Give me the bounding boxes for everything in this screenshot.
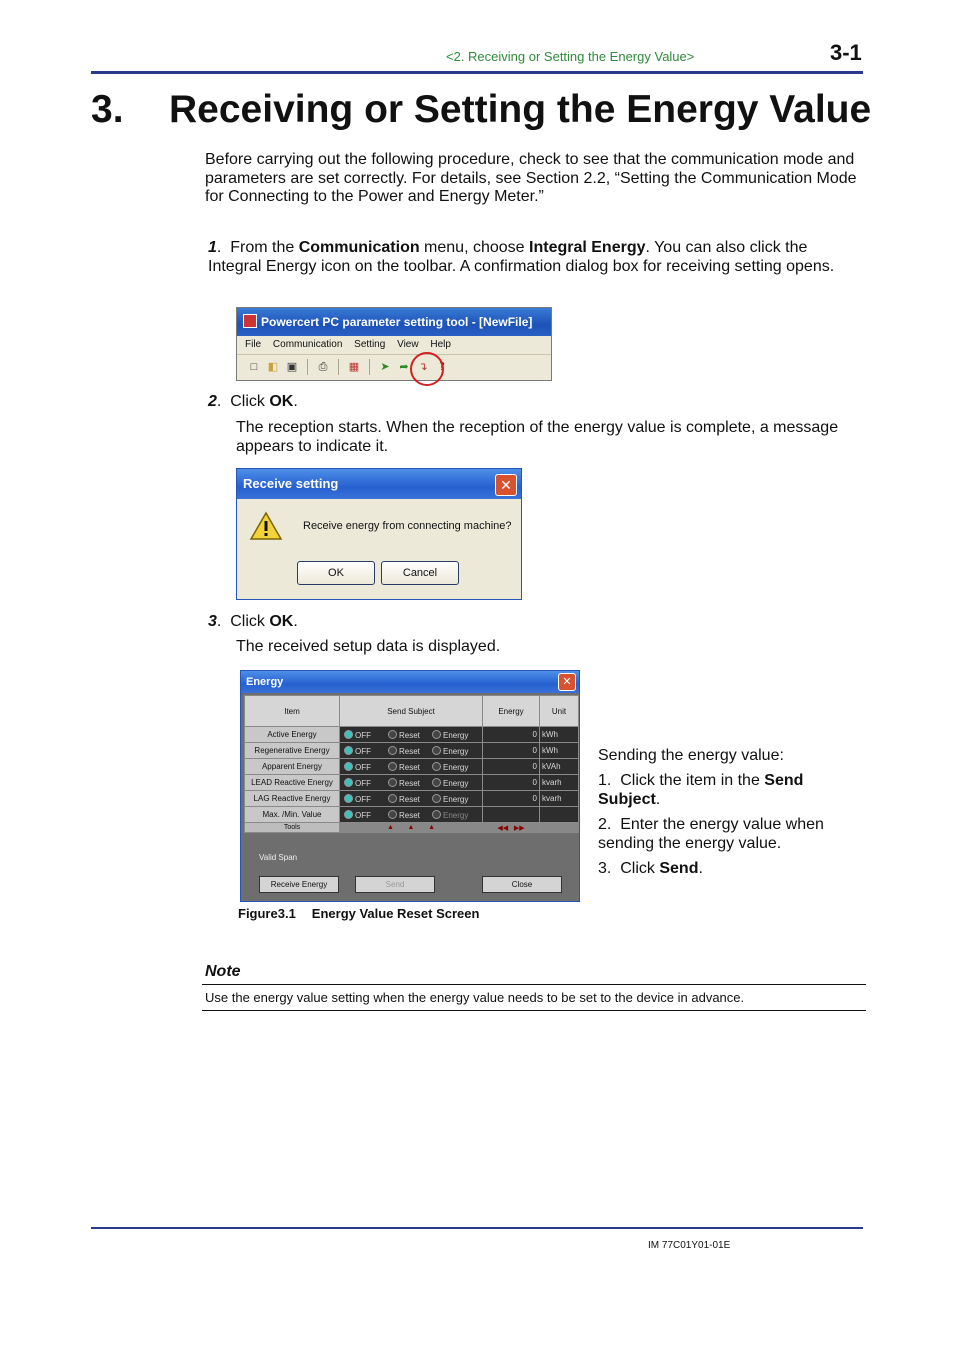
radio-reset[interactable]: Reset (386, 810, 430, 820)
radio-icon (388, 778, 397, 787)
table-header-row (245, 696, 579, 727)
menu-help[interactable]: Help (430, 339, 451, 350)
step-number: 2 (208, 393, 217, 410)
toolbar-separator (307, 359, 308, 375)
tools-arrows[interactable]: ▲ ▲ ▲ (340, 823, 483, 833)
radio-icon (388, 794, 397, 803)
toolbar (237, 354, 551, 379)
app-title: Powercert PC parameter setting tool - [NewFile] (261, 315, 533, 329)
document-id: IM 77C01Y01-01E (648, 1240, 731, 1251)
menu-setting[interactable]: Setting (354, 339, 386, 350)
step-text: . You can also click the Integral Energy icon on the toolbar. A confirmation dialog box for receiving setting opens. (208, 239, 835, 275)
send-subject-radios (340, 775, 483, 791)
open-folder-icon[interactable]: ◧ (267, 361, 279, 373)
energy-value[interactable]: 0 (483, 775, 540, 791)
item-button[interactable]: Apparent Energy (245, 759, 340, 775)
energy-value[interactable]: 0 (483, 759, 540, 775)
toolbar-screenshot (236, 307, 552, 381)
close-icon[interactable]: ✕ (495, 474, 517, 496)
step-2-description: The reception starts. When the reception of the energy value is complete, a message appears to indicate it. (236, 419, 839, 455)
energy-window-screenshot (240, 670, 580, 902)
radio-icon (344, 730, 353, 739)
app-icon (243, 314, 257, 328)
menu-bar (237, 336, 551, 354)
command-name: Integral Energy (529, 239, 646, 256)
send-subject-radios (340, 759, 483, 775)
radio-icon (344, 810, 353, 819)
step-1: 1. From the Communication menu, choose Integral Energy. You can also click the Integral Energy icon on the toolbar. A confirmation dialog box for receiving setting opens. (208, 239, 835, 275)
tools-label: Tools (245, 823, 340, 833)
radio-icon (432, 762, 441, 771)
tools-cell (540, 823, 579, 833)
button-name: OK (269, 393, 294, 410)
radio-icon (344, 746, 353, 755)
list-item: 2. Enter the energy value when sending the energy value. (598, 816, 824, 852)
radio-energy[interactable]: Energy (430, 778, 474, 788)
table-row (245, 791, 579, 807)
radio-icon (344, 762, 353, 771)
toolbar-separator (369, 359, 370, 375)
item-button[interactable]: Regenerative Energy (245, 743, 340, 759)
highlight-circle (410, 352, 444, 386)
column-header-unit: Unit (540, 696, 579, 727)
radio-reset[interactable]: Reset (386, 762, 430, 772)
radio-energy[interactable]: Energy (430, 730, 474, 740)
table-row (245, 775, 579, 791)
send-subject-radios (340, 727, 483, 743)
chapter-title-text: Receiving or Setting the Energy Value (169, 88, 872, 131)
radio-reset[interactable]: Reset (386, 730, 430, 740)
radio-off[interactable]: OFF (342, 794, 386, 804)
radio-off[interactable]: OFF (342, 762, 386, 772)
step-text: menu, choose (419, 239, 530, 256)
energy-unit: kvarh (540, 775, 579, 791)
save-icon[interactable]: ▣ (286, 361, 298, 373)
list-item: 3. Click Send. (598, 860, 703, 877)
radio-icon (432, 778, 441, 787)
menu-communication[interactable]: Communication (272, 339, 343, 350)
energy-unit: kvarh (540, 791, 579, 807)
new-file-icon[interactable]: □ (250, 361, 258, 373)
step-text: From the (230, 239, 299, 256)
dialog-message: Receive energy from connecting machine? (303, 520, 512, 532)
step-3: 3. Click OK. (208, 613, 298, 630)
energy-value[interactable]: 0 (483, 743, 540, 759)
menu-file[interactable]: File (245, 339, 262, 350)
energy-unit: kVAh (540, 759, 579, 775)
item-button[interactable]: Active Energy (245, 727, 340, 743)
send-icon[interactable]: ➤ (380, 361, 390, 373)
send-button[interactable]: Send (355, 876, 435, 893)
radio-icon (432, 810, 441, 819)
energy-unit: kWh (540, 727, 579, 743)
tools-row (245, 823, 579, 833)
column-header-item: Item (245, 696, 340, 727)
table-row (245, 759, 579, 775)
radio-energy[interactable]: Energy (430, 762, 474, 772)
energy-value (483, 807, 540, 823)
chapter-number: 3. (91, 88, 124, 131)
warning-icon (249, 511, 283, 541)
radio-off[interactable]: OFF (342, 810, 386, 820)
note-text: Use the energy value setting when the energy value needs to be set to the device in advance. (205, 990, 745, 1005)
energy-value[interactable]: 0 (483, 727, 540, 743)
item-button[interactable]: LAG Reactive Energy (245, 791, 340, 807)
radio-energy[interactable]: Energy (430, 794, 474, 804)
item-button[interactable]: Max. /Min. Value (245, 807, 340, 823)
printer-setup-icon[interactable]: ▦ (348, 361, 360, 373)
receive-energy-button[interactable]: Receive Energy (259, 876, 339, 893)
figure-title: Energy Value Reset Screen (311, 906, 480, 921)
header-rule (91, 71, 863, 74)
cancel-button[interactable]: Cancel (381, 561, 459, 585)
intro-paragraph: Before carrying out the following procedure, check to see that the communication mode and parameters are set correctly. For details, see Section 2.2, “Setting the Communication Mode for Connecting to the Power and Energy Meter.” (205, 151, 857, 205)
side-heading: Sending the energy value: (598, 747, 784, 764)
radio-icon (432, 730, 441, 739)
close-icon[interactable]: ✕ (558, 673, 576, 691)
menu-view[interactable]: View (397, 339, 419, 350)
send-subject-radios (340, 743, 483, 759)
print-icon[interactable]: ⎙ (318, 361, 328, 373)
radio-icon (388, 746, 397, 755)
close-button[interactable]: Close (482, 876, 562, 893)
list-item: 1. Click the item in the Send Subject. (598, 772, 804, 808)
integral-energy-icon[interactable]: ↴ (418, 361, 428, 373)
energy-unit: kWh (540, 743, 579, 759)
step-number: 3 (208, 613, 217, 630)
sending-instructions (598, 746, 848, 878)
radio-energy: Energy (430, 810, 474, 820)
tools-arrows[interactable]: ◀◀ ▶▶ (483, 823, 540, 833)
energy-unit (540, 807, 579, 823)
figure-caption (238, 906, 479, 921)
step-2: 2. Click OK. (208, 393, 298, 410)
radio-energy[interactable]: Energy (430, 746, 474, 756)
radio-icon (388, 762, 397, 771)
radio-off[interactable]: OFF (342, 730, 386, 740)
table-row (245, 727, 579, 743)
table-row (245, 807, 579, 823)
table-row (245, 743, 579, 759)
step-text: . (293, 613, 298, 630)
radio-off[interactable]: OFF (342, 746, 386, 756)
note-heading: Note (205, 963, 241, 980)
step-text: . (293, 393, 298, 410)
ok-button[interactable]: OK (297, 561, 375, 585)
step-text: Click (230, 613, 270, 630)
receive-dialog-screenshot (236, 468, 522, 600)
chapter-title (91, 88, 871, 132)
step-text: Click (230, 393, 270, 410)
help-icon[interactable]: ‽ (439, 361, 445, 373)
radio-icon (388, 730, 397, 739)
column-header-subject: Send Subject (340, 696, 483, 727)
radio-reset[interactable]: Reset (386, 794, 430, 804)
note-rule-top (202, 984, 866, 985)
note-rule-bottom (202, 1010, 866, 1011)
header-breadcrumb: <2. Receiving or Setting the Energy Value> (446, 49, 695, 64)
radio-icon (432, 794, 441, 803)
radio-icon (388, 810, 397, 819)
toolbar-separator (338, 359, 339, 375)
radio-off[interactable]: OFF (342, 778, 386, 788)
step-3-description: The received setup data is displayed. (236, 638, 501, 655)
radio-icon (344, 778, 353, 787)
dialog-titlebar (237, 469, 521, 499)
energy-value[interactable]: 0 (483, 791, 540, 807)
column-header-energy: Energy (483, 696, 540, 727)
send-subject-radios (340, 807, 483, 823)
menu-name: Communication (298, 239, 420, 256)
radio-reset[interactable]: Reset (386, 746, 430, 756)
app-titlebar (237, 308, 551, 336)
energy-titlebar (241, 671, 579, 693)
radio-reset[interactable]: Reset (386, 778, 430, 788)
valid-span-label: Valid Span (259, 853, 298, 862)
dialog-title: Receive setting (243, 476, 339, 491)
figure-number: Figure3.1 (238, 906, 296, 921)
button-name: OK (269, 613, 294, 630)
step-number: 1 (208, 239, 217, 256)
item-button[interactable]: LEAD Reactive Energy (245, 775, 340, 791)
energy-title: Energy (246, 676, 284, 688)
send-subject-radios (340, 791, 483, 807)
radio-icon (344, 794, 353, 803)
energy-table (244, 695, 579, 833)
receive-icon[interactable]: ➦ (399, 361, 409, 373)
page-number: 3-1 (830, 40, 862, 65)
radio-icon (432, 746, 441, 755)
footer-rule (91, 1227, 863, 1229)
